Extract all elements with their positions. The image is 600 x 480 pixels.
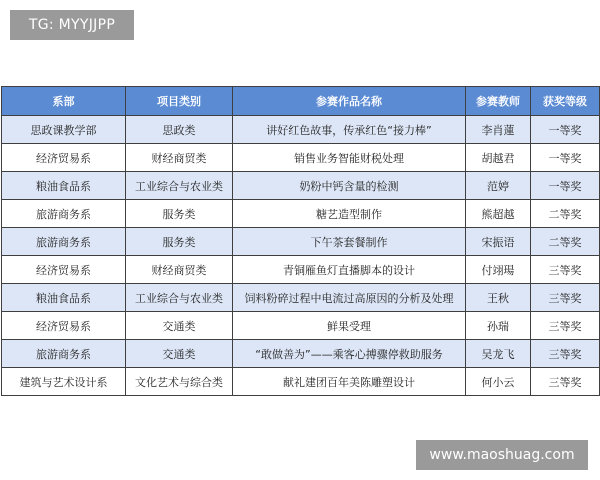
awards-table	[1, 86, 600, 396]
cell-category: 文化艺术与综合类	[126, 368, 233, 396]
cell-award-level: 二等奖	[531, 200, 600, 228]
site-watermark: www.maoshuag.com	[416, 440, 588, 470]
cell-award-level: 三等奖	[531, 256, 600, 284]
cell-award-level: 三等奖	[531, 312, 600, 340]
cell-department: 经济贸易系	[2, 312, 126, 340]
cell-teacher: 付翊瑒	[466, 256, 531, 284]
cell-category: 交通类	[126, 340, 233, 368]
table-row	[2, 256, 600, 284]
table-row	[2, 116, 600, 144]
cell-category: 思政类	[126, 116, 233, 144]
header-teacher: 参赛教师	[466, 87, 531, 116]
cell-teacher: 王秋	[466, 284, 531, 312]
table-header-row	[2, 87, 600, 116]
cell-department: 经济贸易系	[2, 256, 126, 284]
cell-entry-title: 糖艺造型制作	[233, 200, 466, 228]
cell-department: 旅游商务系	[2, 340, 126, 368]
cell-category: 财经商贸类	[126, 144, 233, 172]
cell-award-level: 三等奖	[531, 340, 600, 368]
cell-award-level: 一等奖	[531, 172, 600, 200]
header-department: 系部	[2, 87, 126, 116]
cell-department: 思政课教学部	[2, 116, 126, 144]
cell-department: 旅游商务系	[2, 200, 126, 228]
cell-teacher: 李肖蓮	[466, 116, 531, 144]
header-award-level: 获奖等级	[531, 87, 600, 116]
cell-award-level: 三等奖	[531, 368, 600, 396]
cell-entry-title: 青铜雁鱼灯直播脚本的设计	[233, 256, 466, 284]
cell-entry-title: 献礼建团百年美陈雕塑设计	[233, 368, 466, 396]
header-category: 项目类别	[126, 87, 233, 116]
cell-teacher: 熊超越	[466, 200, 531, 228]
table-row	[2, 228, 600, 256]
cell-department: 旅游商务系	[2, 228, 126, 256]
cell-entry-title: 讲好红色故事，传承红色“接力棒”	[233, 116, 466, 144]
cell-department: 建筑与艺术设计系	[2, 368, 126, 396]
cell-entry-title: 销售业务智能财税处理	[233, 144, 466, 172]
cell-entry-title: 鲜果受理	[233, 312, 466, 340]
cell-entry-title: 奶粉中钙含量的检测	[233, 172, 466, 200]
cell-teacher: 胡越君	[466, 144, 531, 172]
table-row	[2, 368, 600, 396]
cell-teacher: 吴龙飞	[466, 340, 531, 368]
cell-award-level: 一等奖	[531, 116, 600, 144]
cell-teacher: 宋振语	[466, 228, 531, 256]
cell-teacher: 孙瑞	[466, 312, 531, 340]
cell-entry-title: 下午茶套餐制作	[233, 228, 466, 256]
cell-entry-title: “敢做善为”——乘客心搏骤停救助服务	[233, 340, 466, 368]
cell-category: 交通类	[126, 312, 233, 340]
cell-category: 服务类	[126, 200, 233, 228]
table-row	[2, 312, 600, 340]
tg-label: TG: MYYJJPP	[10, 10, 134, 40]
cell-department: 经济贸易系	[2, 144, 126, 172]
table-row	[2, 284, 600, 312]
table-row	[2, 172, 600, 200]
cell-category: 财经商贸类	[126, 256, 233, 284]
table-row	[2, 200, 600, 228]
table-row	[2, 340, 600, 368]
cell-category: 工业综合与农业类	[126, 284, 233, 312]
cell-award-level: 三等奖	[531, 284, 600, 312]
cell-teacher: 范婷	[466, 172, 531, 200]
cell-category: 工业综合与农业类	[126, 172, 233, 200]
cell-award-level: 一等奖	[531, 144, 600, 172]
cell-category: 服务类	[126, 228, 233, 256]
cell-award-level: 二等奖	[531, 228, 600, 256]
cell-department: 粮油食品系	[2, 172, 126, 200]
cell-entry-title: 饲料粉碎过程中电流过高原因的分析及处理	[233, 284, 466, 312]
cell-teacher: 何小云	[466, 368, 531, 396]
cell-department: 粮油食品系	[2, 284, 126, 312]
table-row	[2, 144, 600, 172]
header-entry-title: 参赛作品名称	[233, 87, 466, 116]
